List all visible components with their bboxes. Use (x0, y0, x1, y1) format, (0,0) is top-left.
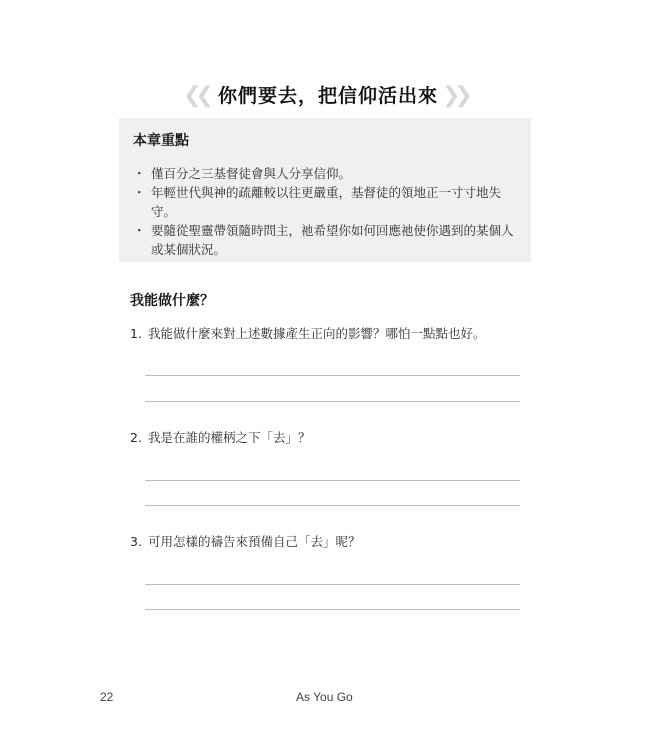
key-point-item (131, 164, 523, 183)
key-point-text: 年輕世代與神的疏離較以往更嚴重，基督徒的領地正一寸寸地失守。 (151, 185, 502, 219)
book-title: As You Go (296, 690, 353, 704)
question-1 (130, 325, 486, 343)
chapter-title-row (0, 82, 650, 110)
key-point-item (131, 221, 523, 259)
double-chevron-right-icon: ❯❯ (442, 83, 467, 108)
answer-line[interactable] (145, 584, 520, 585)
bullet-icon: ・ (133, 185, 146, 200)
key-points-box (119, 118, 531, 262)
chapter-title: 你們要去，把信仰活出來 (217, 85, 438, 107)
section-heading: 我能做什麼？ (130, 293, 214, 309)
question-number: 3. (130, 534, 142, 549)
bullet-icon: ・ (133, 166, 146, 181)
key-points-list (131, 164, 523, 259)
page-number: 22 (100, 690, 114, 704)
question-text: 我能做什麼來對上述數據產生正向的影響？哪怕一點點也好。 (148, 326, 486, 341)
question-text: 我是在誰的權柄之下「去」？ (148, 430, 311, 445)
question-3 (130, 533, 361, 551)
answer-line[interactable] (145, 375, 520, 376)
answer-line[interactable] (145, 401, 520, 402)
answer-line[interactable] (145, 505, 520, 506)
answer-line[interactable] (145, 609, 520, 610)
bullet-icon: ・ (133, 223, 146, 238)
double-chevron-left-icon: ❮❮ (183, 83, 208, 108)
key-point-text: 要隨從聖靈帶領隨時問主，祂希望你如何回應祂使你遇到的某個人或某個狀況。 (151, 223, 514, 257)
key-point-item (131, 183, 523, 221)
answer-line[interactable] (145, 480, 520, 481)
question-number: 2. (130, 430, 142, 445)
key-points-heading: 本章重點 (133, 133, 189, 149)
question-text: 可用怎樣的禱告來預備自己「去」呢？ (148, 534, 361, 549)
question-2 (130, 429, 311, 447)
key-point-text: 僅百分之三基督徒會與人分享信仰。 (151, 166, 352, 181)
question-number: 1. (130, 326, 142, 341)
